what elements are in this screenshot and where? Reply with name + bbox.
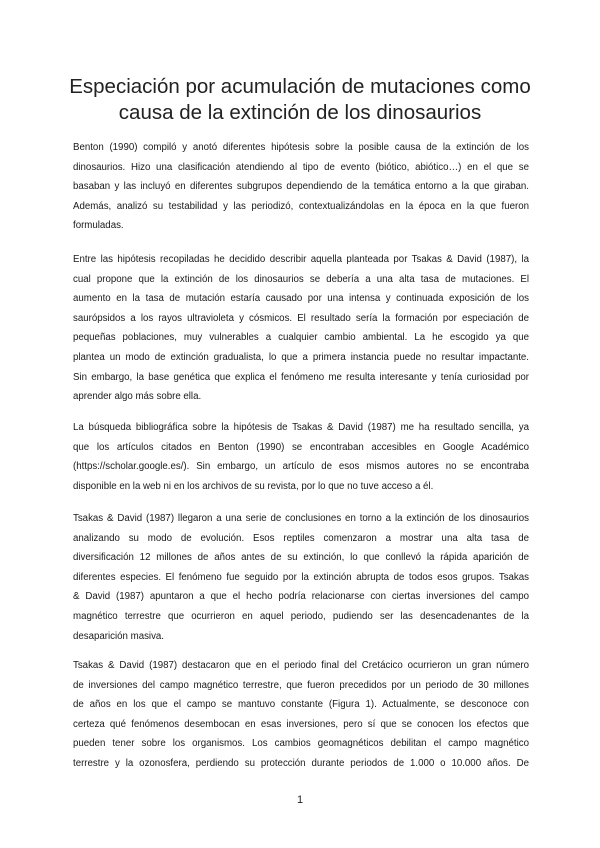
- text-line: Sin embargo, la base genética que explica el fenómeno me resulta interesante y tenía curiosidad por: [73, 371, 529, 383]
- text-line: (https://scholar.google.es/). Sin embargo, un artículo de esos mismos autores no se encontraba: [73, 461, 529, 473]
- paragraph-benton-compilation: [73, 138, 529, 236]
- text-line: disponible en la web ni en los archivos de su revista, por lo que no tuve acceso a él.: [73, 480, 434, 492]
- text-line: de inversiones del campo magnético terrestre, que fueron precedidos por un periodo de 30 millones: [73, 679, 529, 691]
- text-line: & David (1987) apuntaron a que el hecho podría relacionarse con ciertas inversiones del campo: [73, 591, 529, 603]
- title-line: causa de la extinción de los dinosaurios: [118, 101, 482, 124]
- text-line: plantea un modo de extinción gradualista, lo que a primera instancia puede no resultar impactante.: [73, 351, 529, 363]
- text-line: analizando su modo de evolución. Esos reptiles comenzaron a mostrar una alta tasa de: [73, 532, 529, 544]
- text-line: diferentes especies. El fenómeno fue seguido por la extinción abrupta de todos esos grupos. Tsakas: [73, 571, 529, 583]
- paragraph-hypothesis-choice: [73, 250, 529, 407]
- document-title: [60, 74, 540, 126]
- text-line: diversificación 12 millones de años antes de su extinción, lo que conllevó la rápida aparición de: [73, 552, 529, 564]
- text-line: pequeñas poblaciones, muy vulnerables a cualquier cambio ambiental. La he escogido ya que: [73, 332, 529, 344]
- text-line: certeza qué fenómenos desembocan en esas inversiones, pero sí que se conocen los efectos que: [73, 718, 529, 730]
- text-line: aumento en la tasa de mutación estaría causado por una intensa y continuada exposición de los: [73, 293, 529, 305]
- text-line: Benton (1990) compiló y anotó diferentes hipótesis sobre la posible causa de la extinción de los: [73, 142, 529, 153]
- page-number: 1: [296, 794, 304, 806]
- text-line: desaparición masiva.: [73, 630, 165, 642]
- text-line: Tsakas & David (1987) destacaron que en el periodo final del Cretácico ocurrieron un gran número: [73, 660, 529, 671]
- text-line: que los artículos citados en Benton (1990) se encontraban accesibles en Google Académico: [73, 441, 529, 453]
- paragraph-magnetic-inversions: [73, 656, 529, 774]
- text-line: dinosaurios. Hizo una clasificación atendiendo al tipo de evento (biótico, abiótico…) en el que se: [73, 161, 529, 173]
- title-line: Especiación por acumulación de mutaciones como: [69, 75, 531, 98]
- text-line: pueden tener sobre los organismos. Los cambios geomagnéticos debilitan el campo magnético: [73, 738, 529, 750]
- text-line: Entre las hipótesis recopiladas he decidido describir aquella planteada por Tsakas & David (1987), la: [73, 254, 529, 265]
- text-line: Además, analizó su testabilidad y las periodizó, contextualizándolas en la época en la que fueron: [73, 200, 529, 212]
- paragraph-conclusions: [73, 509, 529, 646]
- paragraph-bibliographic-search: [73, 418, 529, 496]
- text-line: saurópsidos a los rayos ultravioleta y cósmicos. El resultado sería la formación por especiación de: [73, 312, 529, 324]
- text-line: aprender algo más sobre ella.: [73, 391, 202, 403]
- text-line: terrestre y la ozonosfera, perdiendo su protección durante periodos de 1.000 o 10.000 años. De: [73, 757, 529, 769]
- text-line: cual propone que la extinción de los dinosaurios se debería a una alta tasa de mutaciones. El: [73, 273, 529, 285]
- text-line: magnético terrestre que ocurrieron en aquel periodo, pudiendo ser las desencadenantes de la: [73, 610, 529, 622]
- text-line: Tsakas & David (1987) llegaron a una serie de conclusiones en torno a la extinción de los dinosaurios: [73, 513, 529, 524]
- text-line: formuladas.: [73, 220, 124, 232]
- text-line: La búsqueda bibliográfica sobre la hipótesis de Tsakas & David (1987) me ha resultado sencilla, ya: [73, 422, 529, 433]
- text-line: de años en los que el campo se mantuvo constante (Figura 1). Actualmente, se desconoce con: [73, 699, 529, 711]
- text-line: basaban y las incluyó en diferentes subgrupos dependiendo de la temática entorno a la que giraban.: [73, 181, 529, 193]
